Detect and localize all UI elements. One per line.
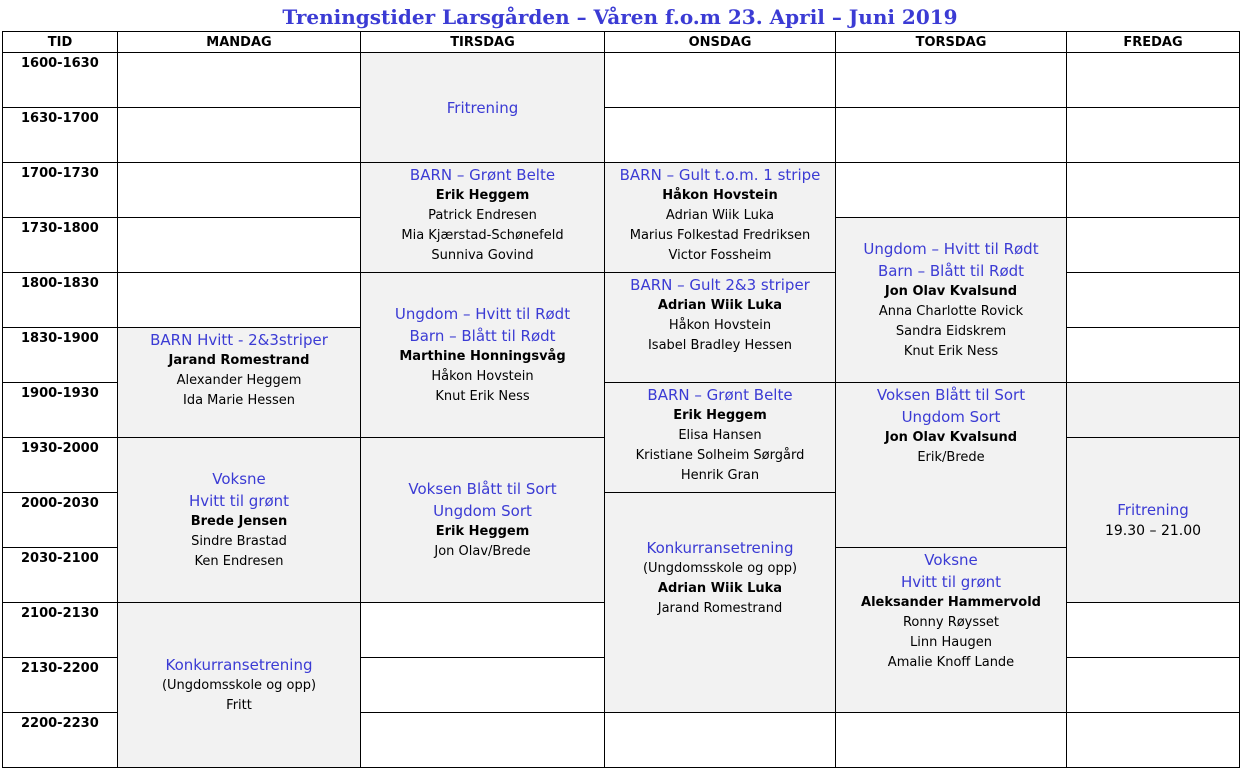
session-member: Amalie Knoff Lande xyxy=(887,655,1015,670)
header-mandag: MANDAG xyxy=(118,32,361,53)
session-leader: Erik Heggem xyxy=(435,524,530,539)
session-member: Alexander Heggem xyxy=(176,373,302,388)
session-subheading: (Ungdomsskole og opp) xyxy=(161,678,317,693)
session-member: Anna Charlotte Rovick xyxy=(878,304,1024,319)
header-tid: TID xyxy=(3,32,118,53)
session-member: Elisa Hansen xyxy=(678,428,762,443)
session-heading: Ungdom – Hvitt til Rødt xyxy=(394,305,571,323)
session-wed-konkurranse xyxy=(605,493,836,713)
session-heading: Ungdom Sort xyxy=(901,408,1001,426)
time-cell: 1830-1900 xyxy=(3,328,118,383)
session-mon-barn-hvitt xyxy=(118,328,361,438)
session-heading: BARN Hvitt - 2&3striper xyxy=(150,331,328,349)
empty-cell xyxy=(118,218,361,273)
session-member: Jarand Romestrand xyxy=(657,601,783,616)
empty-cell xyxy=(118,53,361,108)
empty-cell xyxy=(1067,273,1240,328)
session-thu-voksne xyxy=(836,548,1067,713)
session-heading: BARN – Grønt Belte xyxy=(647,386,793,404)
session-heading: Voksne xyxy=(924,551,978,569)
empty-cell xyxy=(1067,328,1240,383)
session-member: Isabel Bradley Hessen xyxy=(647,338,793,353)
session-heading: Konkurransetrening xyxy=(646,539,794,557)
session-heading: Voksne xyxy=(212,470,266,488)
session-member: Jon Olav/Brede xyxy=(434,544,531,559)
session-tue-ungdom xyxy=(361,273,605,438)
session-heading: Ungdom – Hvitt til Rødt xyxy=(863,240,1039,258)
time-cell: 2000-2030 xyxy=(3,493,118,548)
session-leader: Aleksander Hammervold xyxy=(861,595,1041,610)
header-fredag: FREDAG xyxy=(1067,32,1240,53)
session-member: Patrick Endresen xyxy=(428,208,537,223)
session-member: Ronny Røysset xyxy=(902,615,1000,630)
session-leader: Erik Heggem xyxy=(435,188,530,203)
empty-cell xyxy=(605,713,836,768)
session-tue-barn-gront xyxy=(361,163,605,273)
empty-cell xyxy=(118,273,361,328)
table-row xyxy=(3,163,1240,218)
time-cell: 1800-1830 xyxy=(3,273,118,328)
session-member: Victor Fossheim xyxy=(668,248,772,263)
session-member: Sunniva Govind xyxy=(431,248,534,263)
time-cell: 2100-2130 xyxy=(3,603,118,658)
empty-cell xyxy=(361,658,605,713)
session-member: Knut Erik Ness xyxy=(435,389,530,404)
page-title: Treningstider Larsgården – Våren f.o.m 23. April – Juni 2019 xyxy=(282,5,958,29)
session-time-range: 19.30 – 21.00 xyxy=(1104,523,1202,539)
session-leader: Jon Olav Kvalsund xyxy=(884,284,1018,299)
time-cell: 1930-2000 xyxy=(3,438,118,493)
session-member: Fritt xyxy=(226,698,252,713)
empty-cell xyxy=(1067,603,1240,658)
empty-cell xyxy=(1067,53,1240,108)
session-member: Mia Kjærstad-Schønefeld xyxy=(401,228,564,243)
table-row xyxy=(3,108,1240,163)
header-onsdag: ONSDAG xyxy=(605,32,836,53)
empty-cell xyxy=(836,163,1067,218)
session-mon-voksne xyxy=(118,438,361,603)
empty-cell xyxy=(836,108,1067,163)
empty-cell xyxy=(118,108,361,163)
empty-cell xyxy=(1067,658,1240,713)
empty-cell xyxy=(836,53,1067,108)
session-member: Erik/Brede xyxy=(917,450,985,465)
session-member: Sindre Brastad xyxy=(191,534,287,549)
schedule-table xyxy=(2,31,1240,768)
session-heading: Hvitt til grønt xyxy=(188,492,290,510)
session-member: Ida Marie Hessen xyxy=(182,393,295,408)
time-cell: 2030-2100 xyxy=(3,548,118,603)
session-member: Håkon Hovstein xyxy=(431,369,534,384)
session-heading: Fritrening xyxy=(446,98,519,117)
session-heading: Konkurransetrening xyxy=(165,656,313,674)
time-cell: 2200-2230 xyxy=(3,713,118,768)
time-cell: 1900-1930 xyxy=(3,383,118,438)
session-heading: Hvitt til grønt xyxy=(900,573,1002,591)
empty-cell xyxy=(605,53,836,108)
empty-cell xyxy=(1067,383,1240,438)
session-heading: Barn – Blått til Rødt xyxy=(877,262,1025,280)
time-cell: 1630-1700 xyxy=(3,108,118,163)
session-thu-voksen xyxy=(836,383,1067,548)
session-wed-barn-gult23 xyxy=(605,273,836,383)
session-subheading: (Ungdomsskole og opp) xyxy=(642,561,798,576)
session-wed-barn-gult1 xyxy=(605,163,836,273)
header-row xyxy=(3,32,1240,53)
time-cell: 1730-1800 xyxy=(3,218,118,273)
session-member: Sandra Eidskrem xyxy=(895,324,1007,339)
session-heading: Barn – Blått til Rødt xyxy=(409,327,556,345)
empty-cell xyxy=(361,603,605,658)
session-tue-voksen xyxy=(361,438,605,603)
session-heading: BARN – Gult t.o.m. 1 stripe xyxy=(619,166,821,184)
session-heading: BARN – Gult 2&3 striper xyxy=(630,276,810,294)
session-leader: Jarand Romestrand xyxy=(168,353,310,368)
session-leader: Marthine Honningsvåg xyxy=(399,349,566,364)
header-tirsdag: TIRSDAG xyxy=(361,32,605,53)
session-leader: Håkon Hovstein xyxy=(662,188,778,203)
session-leader: Brede Jensen xyxy=(190,514,288,529)
session-member: Adrian Wiik Luka xyxy=(665,208,775,223)
header-torsdag: TORSDAG xyxy=(836,32,1067,53)
empty-cell xyxy=(118,163,361,218)
empty-cell xyxy=(361,713,605,768)
session-tue-fritrening xyxy=(361,53,605,163)
session-leader: Adrian Wiik Luka xyxy=(657,298,783,313)
empty-cell xyxy=(1067,713,1240,768)
empty-cell xyxy=(1067,218,1240,273)
session-member: Kristiane Solheim Sørgård xyxy=(635,448,805,463)
session-leader: Jon Olav Kvalsund xyxy=(884,430,1018,445)
session-heading: Voksen Blått til Sort xyxy=(408,480,557,498)
session-thu-ungdom xyxy=(836,218,1067,383)
session-leader: Adrian Wiik Luka xyxy=(657,581,783,596)
session-wed-barn-gront xyxy=(605,383,836,493)
session-member: Marius Folkestad Fredriksen xyxy=(629,228,811,243)
session-heading: Fritrening xyxy=(1117,501,1189,519)
table-row xyxy=(3,53,1240,108)
session-member: Ken Endresen xyxy=(194,554,284,569)
session-member: Linn Haugen xyxy=(910,635,992,650)
session-fri-fritrening xyxy=(1067,438,1240,603)
session-leader: Erik Heggem xyxy=(673,408,767,423)
session-heading: BARN – Grønt Belte xyxy=(409,166,556,184)
empty-cell xyxy=(1067,163,1240,218)
session-heading: Voksen Blått til Sort xyxy=(876,386,1026,404)
session-member: Håkon Hovstein xyxy=(668,318,772,333)
time-cell: 1600-1630 xyxy=(3,53,118,108)
empty-cell xyxy=(605,108,836,163)
empty-cell xyxy=(1067,108,1240,163)
session-member: Knut Erik Ness xyxy=(903,344,999,359)
session-mon-konkurranse xyxy=(118,603,361,768)
session-member: Henrik Gran xyxy=(680,468,760,483)
time-cell: 1700-1730 xyxy=(3,163,118,218)
session-heading: Ungdom Sort xyxy=(433,502,532,520)
empty-cell xyxy=(836,713,1067,768)
time-cell: 2130-2200 xyxy=(3,658,118,713)
